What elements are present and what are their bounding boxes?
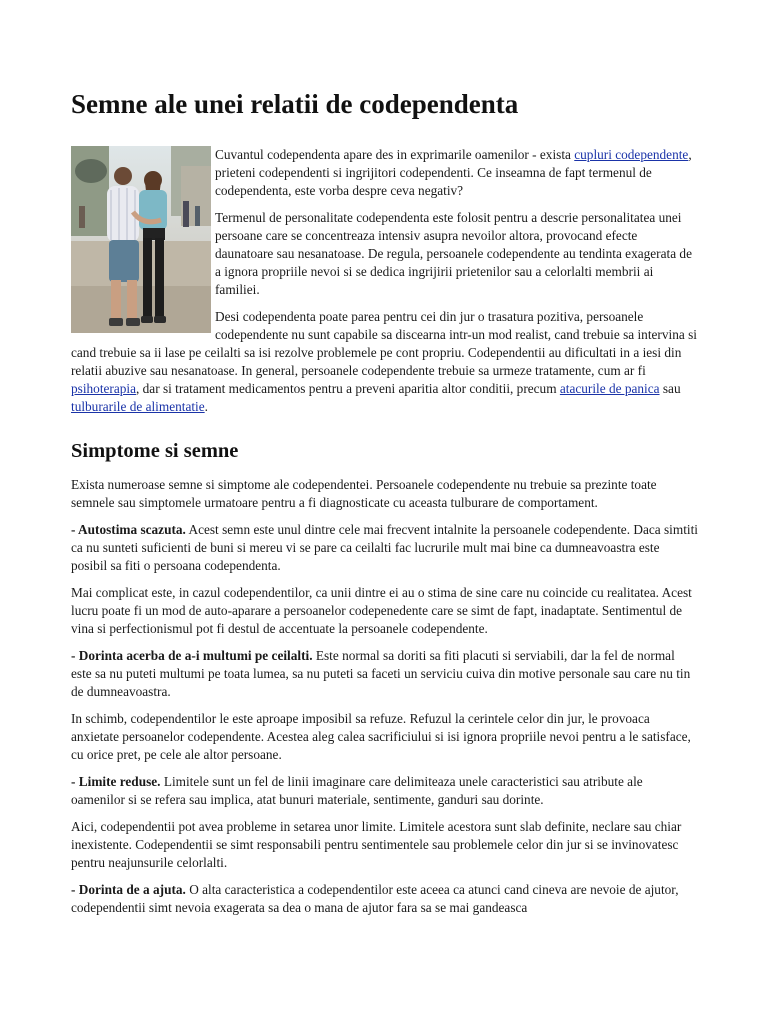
page-title: Semne ale unei relatii de codependenta <box>71 89 519 119</box>
section-paragraph-6: - Limite reduse. Limitele sunt un fel de linii imaginare care delimiteaza unele caracteristici sau atribute ale oamenilor si se refera sau implica, atat bunuri materiale, sentimente, ganduri sau dorinte. <box>71 774 643 807</box>
section-paragraph-2: - Autostima scazuta. Acest semn este unul dintre cele mai frecvent intalnite la persoanele codependente. Daca simtiti ca nu sunteti suficienti de buni si mereu vi se pare ca ceilalti fac lucrurile mult mai bine ca dumneavoastra este posibil sa fiti o persoana codependenta. <box>71 522 698 573</box>
section-paragraph-8: - Dorinta de a ajuta. O alta caracteristica a codependentilor este aceea ca atunci cand cineva are nevoie de ajutor, codependentii simt nevoia exagerata sa dea o mana de ajutor fara sa se mai gandeasca <box>71 882 679 915</box>
intro-paragraph-3: Desi codependenta poate parea pentru cei din jur o trasatura pozitiva, persoanele codependente nu sunt capabile sa discearna intr-un mod realist, cand trebuie sa intervina si cand trebuie sa ii lase pe ceilalti sa isi rezolve problemele pe cont propriu. Codependentii au dificultati in a iesi din relatii abuzive sau nesanatoase. In general, persoanele codependente trebuie sa urmeze tratamente, cum ar fi psihoterapia, dar si tratament medicamentos pentru a preveni aparitia altor conditii, precum atacurile de panica sau tulburarile de alimentatie. <box>71 309 697 414</box>
article-body <box>71 146 698 926</box>
section-paragraph-4: - Dorinta acerba de a-i multumi pe ceilalti. Este normal sa doriti sa fiti placuti si serviabili, dar la fel de normal este sa nu puteti multumi pe toata lumea, sa nu puteti sa faceti un serviciu cuiva din motive personale sau care nu tin de dumneavoastra. <box>71 648 691 699</box>
section-paragraph-3: Mai complicat este, in cazul codependentilor, ca unii dintre ei au o stima de sine care nu coincide cu realitatea. Acest lucru poate fi un mod de auto-aparare a persoanelor codepenedente care se simt de fapt, inadaptate. Sentimentul de vina si perfectionismul pot fi destul de accentuate la persoanele codependente. <box>71 585 692 636</box>
couple-walking-photo <box>71 146 211 333</box>
link-psihoterapia[interactable]: psihoterapia <box>71 381 136 396</box>
intro-paragraph-1: Cuvantul codependenta apare des in exprimarile oamenilor - exista cupluri codependente, prieteni codependenti si ingrijitori codependenti. Ce inseamna de fapt termenul de codependenta, este vorba despre ceva negativ? <box>215 147 692 198</box>
intro-paragraph-2: Termenul de personalitate codependenta este folosit pentru a descrie personalitatea unei persoane care se concentreaza intensiv asupra nevoilor altora, provocand efecte daunatoare sau nesanatoase. De regula, persoanele codependente au tendinta exagerata de a ignora propriile nevoi si se dedica ingrijirii prietenilor sau a celorlalti membrii ai familiei. <box>215 210 692 297</box>
section-paragraph-7: Aici, codependentii pot avea probleme in setarea unor limite. Limitele acestora sunt slab definite, neclare sau chiar inexistente. Codependentii se simt responsabili pentru sentimentele sau problemele celor din jur si se invinovatesc pentru neajunsurile celorlalti. <box>71 819 682 870</box>
section-paragraph-1: Exista numeroase semne si simptome ale codependentei. Persoanele codependente nu trebuie sa prezinte toate semnele sau simptomele urmatoare pentru a fi diagnosticate cu aceasta tulburare de comportament. <box>71 477 657 510</box>
link-atacurile-de-panica[interactable]: atacurile de panica <box>559 381 660 396</box>
link-tulburarile-de-alimentatie[interactable]: tulburarile de alimentatie <box>71 399 205 414</box>
section-paragraph-5: In schimb, codependentilor le este aproape imposibil sa refuze. Refuzul la cerintele celor din jur, le provoaca anxietate persoanelor codependente. Acestea aleg calea sacrificiului si isi ignora propriile nevoi pentru a le satisface, cu orice pret, pe cele ale altor persoane. <box>71 711 691 762</box>
couple-walking-icon <box>71 146 211 333</box>
link-cupluri-codependente[interactable]: cupluri codependente <box>574 147 689 162</box>
section-heading: Simptome si semne <box>71 440 239 462</box>
